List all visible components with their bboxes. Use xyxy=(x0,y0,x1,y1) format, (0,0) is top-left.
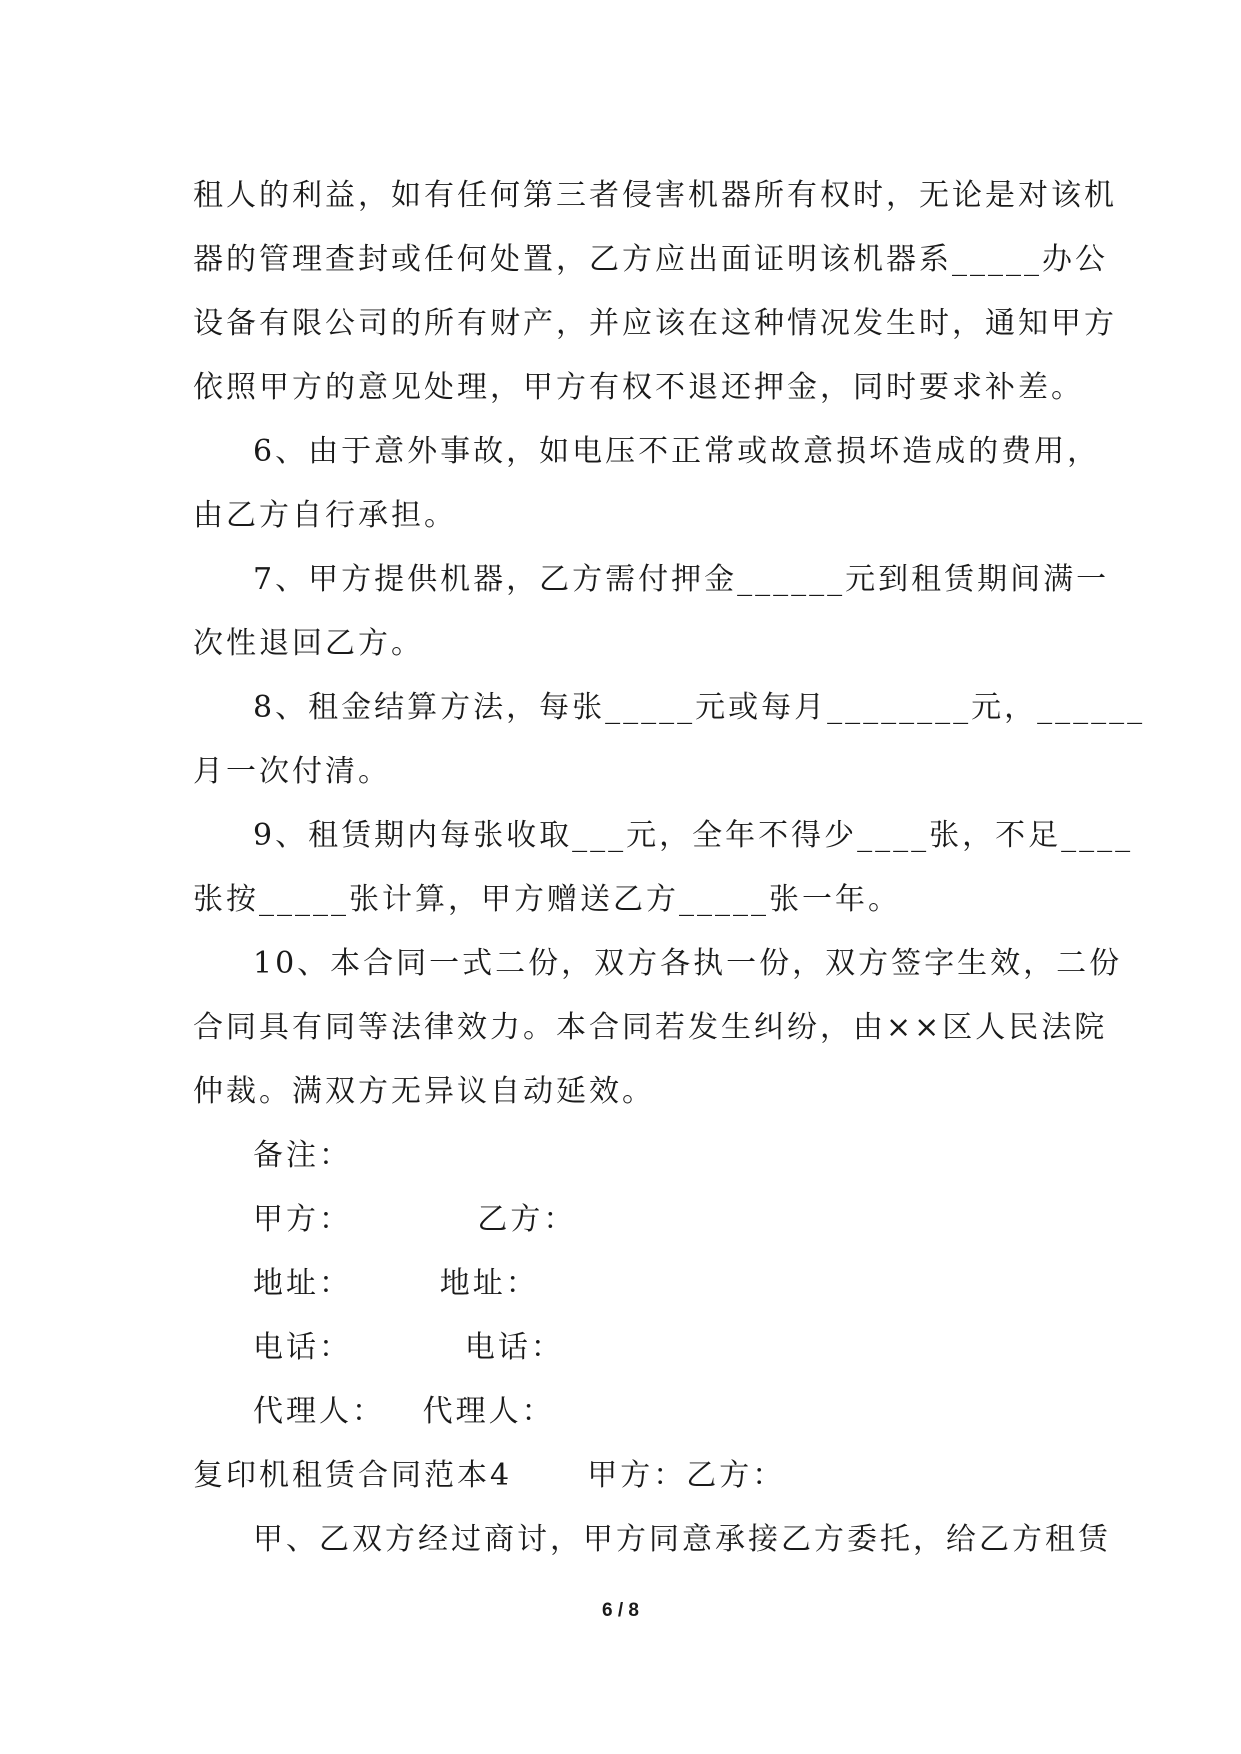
clause-9-line: 9、租赁期内每张收取___元，全年不得少____张，不足____ xyxy=(253,818,1134,853)
paragraph-line: 仲裁。满双方无异议自动延效。 xyxy=(193,1074,655,1109)
clause-7-line: 7、甲方提供机器，乙方需付押金______元到租赁期间满一 xyxy=(253,562,1110,597)
paragraph-line: 由乙方自行承担。 xyxy=(193,498,457,533)
party-signature-line: 甲方： 乙方： xyxy=(253,1202,577,1237)
paragraph-line: 依照甲方的意见处理，甲方有权不退还押金，同时要求补差。 xyxy=(193,370,1084,405)
clause-8-line: 8、租金结算方法，每张_____元或每月________元，______ xyxy=(253,690,1146,725)
paragraph-line: 合同具有同等法律效力。本合同若发生纠纷，由××区人民法院 xyxy=(193,1010,1108,1045)
phone-signature-line: 电话： 电话： xyxy=(253,1330,564,1365)
paragraph-line: 月一次付清。 xyxy=(193,754,391,789)
paragraph-line: 设备有限公司的所有财产，并应该在这种情况发生时，通知甲方 xyxy=(193,306,1117,341)
paragraph-line: 租人的利益，如有任何第三者侵害机器所有权时，无论是对该机 xyxy=(193,178,1117,213)
paragraph-line: 器的管理查封或任何处置，乙方应出面证明该机器系_____办公 xyxy=(193,242,1108,277)
agent-signature-line: 代理人： 代理人： xyxy=(253,1394,555,1429)
clause-6-line: 6、由于意外事故，如电压不正常或故意损坏造成的费用， xyxy=(253,434,1101,469)
paragraph-line: 次性退回乙方。 xyxy=(193,626,424,661)
document-body xyxy=(193,164,1146,1572)
address-signature-line: 地址： 地址： xyxy=(253,1266,539,1301)
paragraph-line: 甲、乙双方经过商讨，甲方同意承接乙方委托，给乙方租赁 xyxy=(253,1522,1111,1557)
paragraph-line: 张按_____张计算，甲方赠送乙方_____张一年。 xyxy=(193,882,901,917)
page-indicator: 6 / 8 xyxy=(602,1600,639,1621)
section-title: 复印机租赁合同范本4 甲方：乙方： xyxy=(193,1458,786,1493)
clause-10-line: 10、本合同一式二份，双方各执一份，双方签字生效，二份 xyxy=(253,946,1123,981)
remarks-label: 备注： xyxy=(253,1138,352,1173)
